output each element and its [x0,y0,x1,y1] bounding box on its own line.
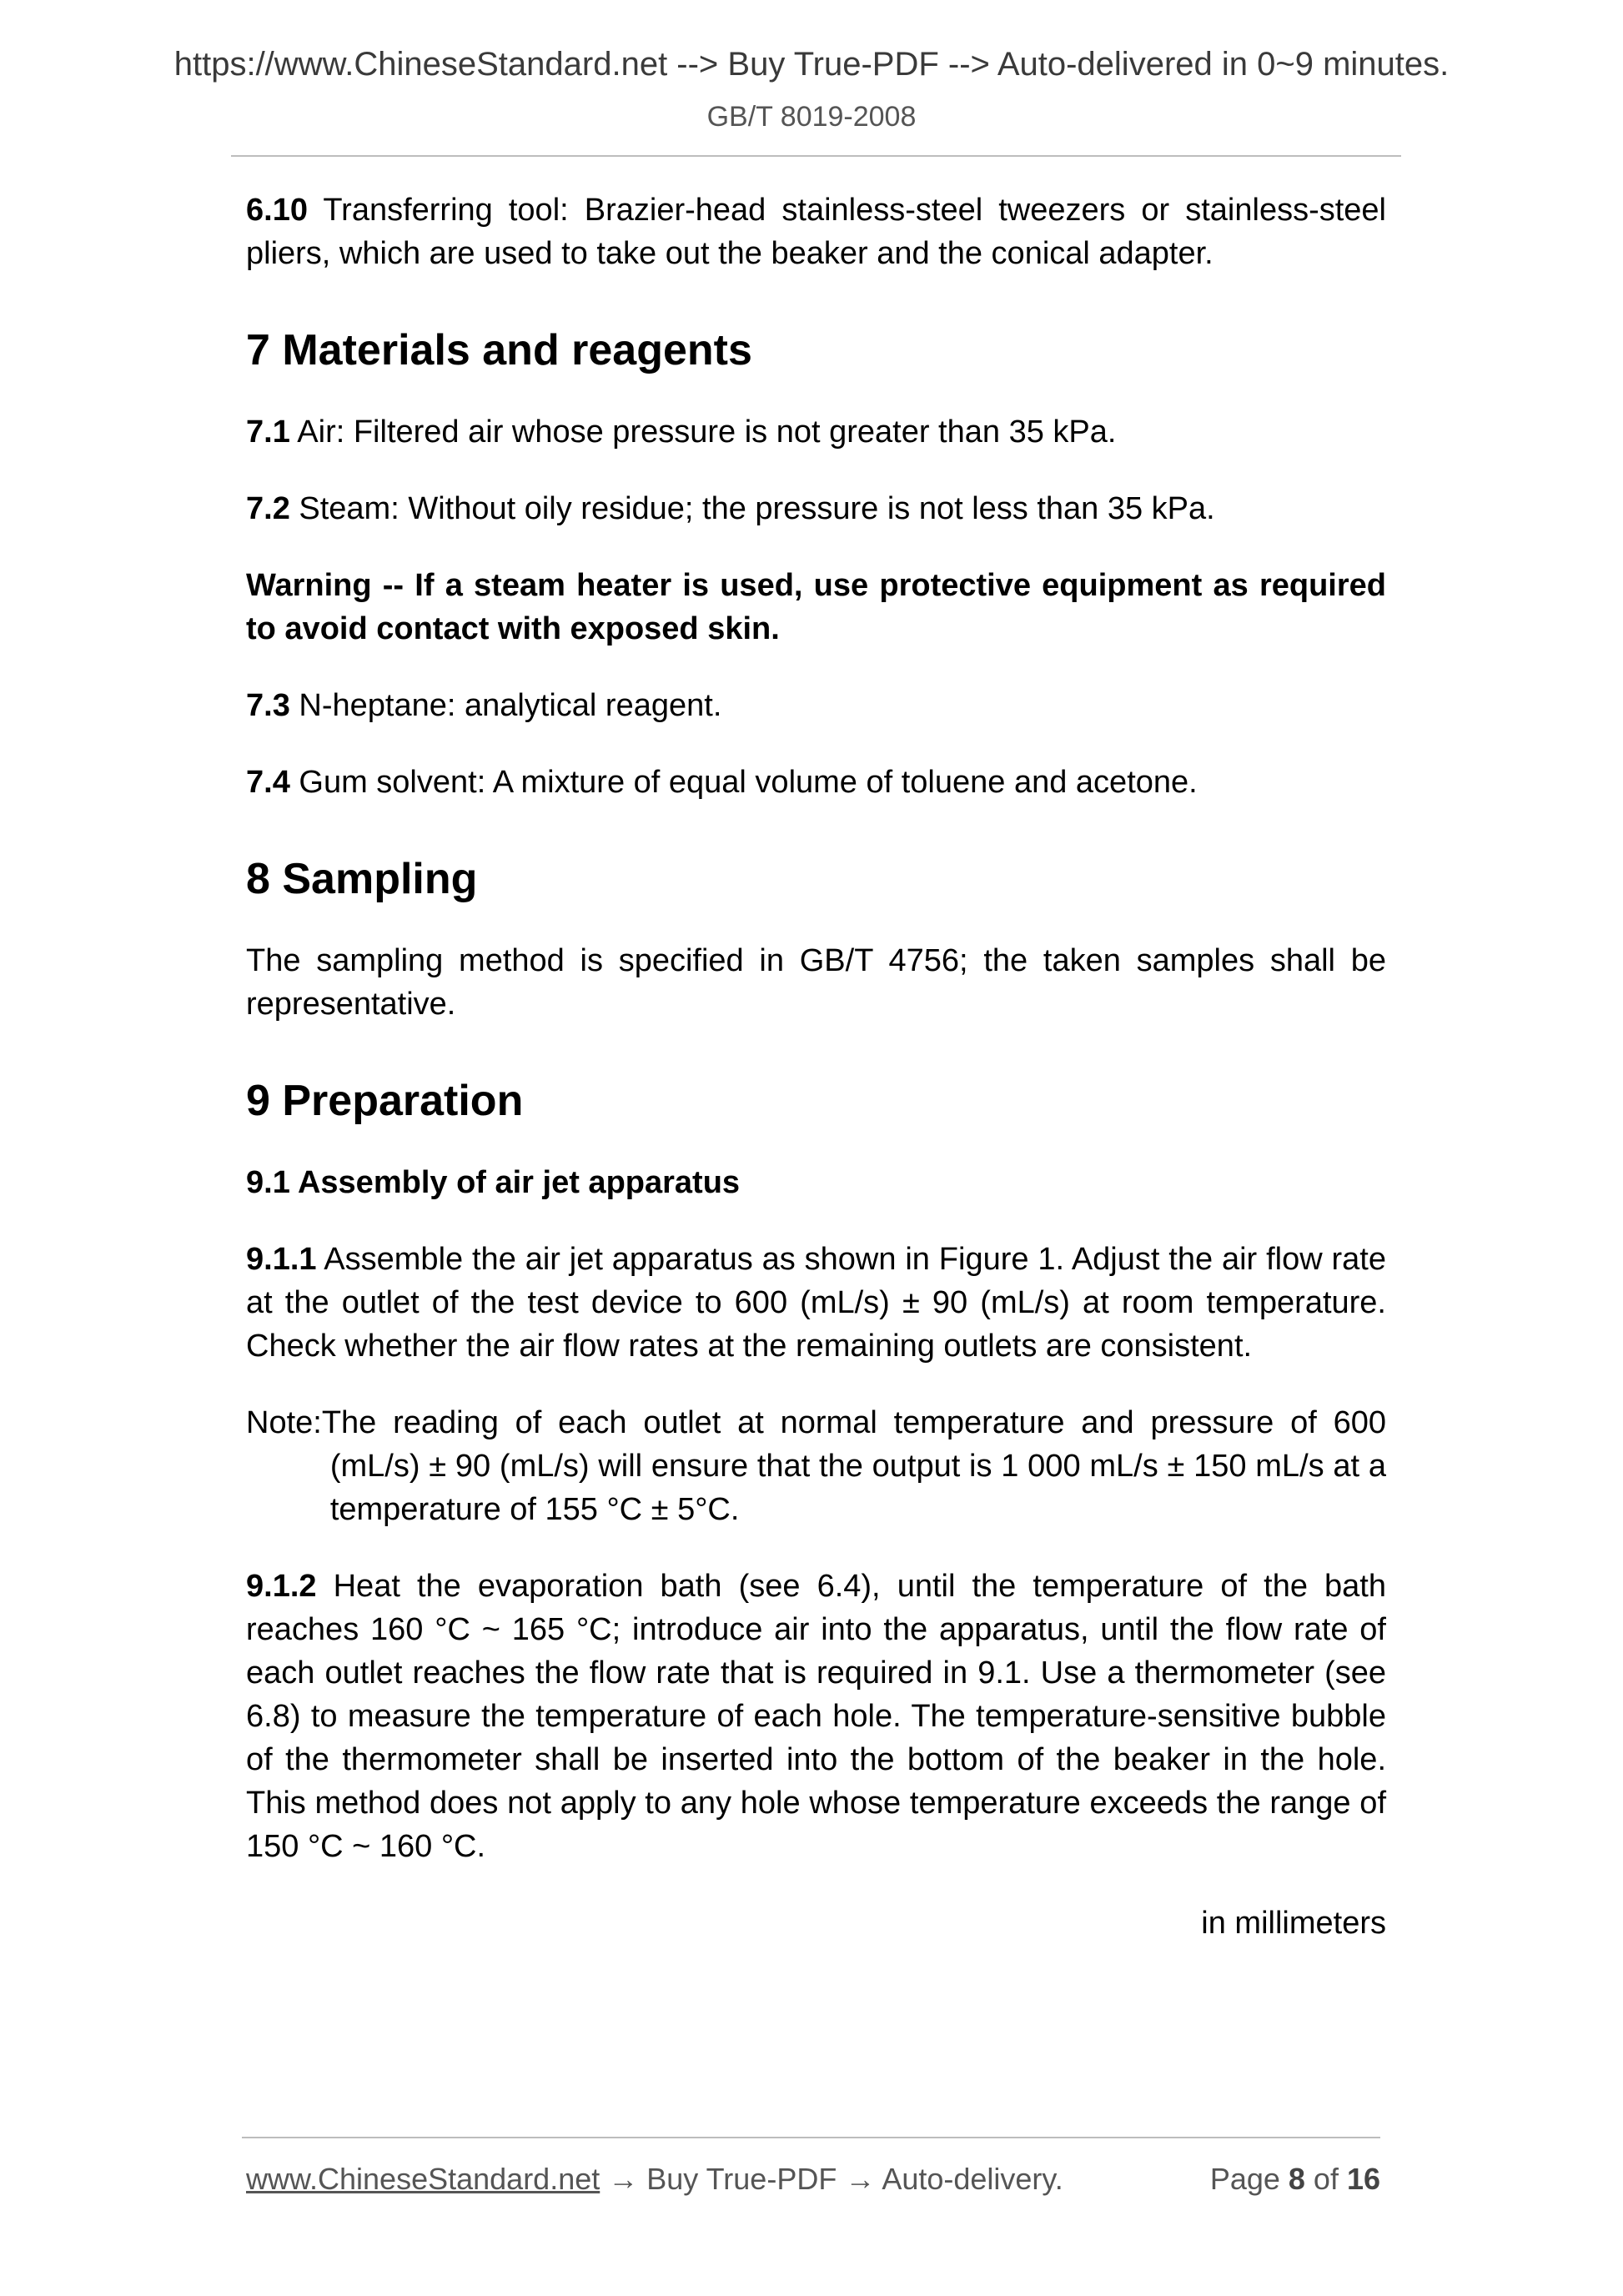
clause-text: Gum solvent: A mixture of equal volume of toluene and acetone. [289,765,1198,800]
clause-7-4 [246,761,1386,804]
warning-text: Warning -- If a steam heater is used, use protective equipment as required to avoid contact with exposed skin. [246,568,1386,646]
clause-number: 7.2 [246,491,290,526]
clause-7-2 [246,487,1386,530]
clause-7-3 [246,684,1386,727]
clause-6-10 [246,188,1386,275]
clause-number: 9.1.2 [246,1569,317,1604]
units-note: in millimeters [1201,1906,1386,1941]
clause-text: Transferring tool: Brazier-head stainless-steel tweezers or stainless-steel pliers, which are used to take out the beaker and the conical adapter. [246,193,1386,271]
clause-number: 7.3 [246,688,290,723]
subsection-heading-9-1: 9.1 Assembly of air jet apparatus [246,1165,741,1200]
page-footer [246,2158,1380,2200]
clause-number: 7.1 [246,414,290,450]
footer-website-link[interactable]: www.ChineseStandard.net [246,2162,600,2196]
note-block [246,1401,1386,1531]
clause-9-1-2 [246,1565,1386,1868]
clause-text: Assemble the air jet apparatus as shown in Figure 1. Adjust the air flow rate at the outlet of the test device to 600 (mL/s) ± 90 (mL/s) at room temperature. Check whether the air flow rates at the remaining outlets are consistent. [246,1242,1386,1364]
page-indicator [1210,2158,1380,2200]
note-text: The reading of each outlet at normal temperature and pressure of 600 (mL/s) ± 90 (mL/s) will ensure that the output is 1 000 mL/s ± 150 mL/s at a temperature of 155 °C ± 5°C. [321,1405,1386,1527]
page-content [246,188,1386,1945]
section-heading-7: 7 Materials and reagents [246,326,752,374]
clause-text: Heat the evaporation bath (see 6.4), until the temperature of the bath reaches 160 °C ~ 165 °C; introduce air into the apparatus, until the flow rate of each outlet reaches the flow rate that is required in 9.1. Use a thermometer (see 6.8) to measure the temperature of each hole. The temperature-sensitive bubble of the thermometer shall be inserted into the bottom of the beaker in the hole. This method does not apply to any hole whose temperature exceeds the range of 150 °C ~ 160 °C. [246,1569,1386,1864]
note-label: Note: [246,1405,322,1440]
document-code: GB/T 8019-2008 [706,101,917,133]
clause-number: 6.10 [246,193,308,228]
top-banner: https://www.ChineseStandard.net --> Buy True-PDF --> Auto-delivered in 0~9 minutes. [173,46,1450,83]
footer-divider [242,2137,1380,2138]
header-divider [231,155,1401,157]
clause-9-1-1 [246,1238,1386,1368]
sampling-paragraph: The sampling method is specified in GB/T 4756; the taken samples shall be representative. [246,943,1386,1022]
of-label: of [1304,2162,1347,2196]
clause-text: Steam: Without oily residue; the pressure is not less than 35 kPa. [289,491,1215,526]
section-heading-9: 9 Preparation [246,1077,524,1125]
page-number: 8 [1288,2162,1305,2196]
footer-tagline: → Buy True-PDF → Auto-delivery. [600,2162,1063,2196]
clause-text: N-heptane: analytical reagent. [289,688,722,723]
page-total: 16 [1346,2162,1380,2196]
section-heading-8: 8 Sampling [246,855,478,903]
clause-text: Air: Filtered air whose pressure is not greater than 35 kPa. [289,414,1117,450]
clause-7-1 [246,410,1386,454]
page-label: Page [1209,2162,1289,2196]
clause-number: 7.4 [246,765,290,800]
clause-number: 9.1.1 [246,1242,317,1277]
